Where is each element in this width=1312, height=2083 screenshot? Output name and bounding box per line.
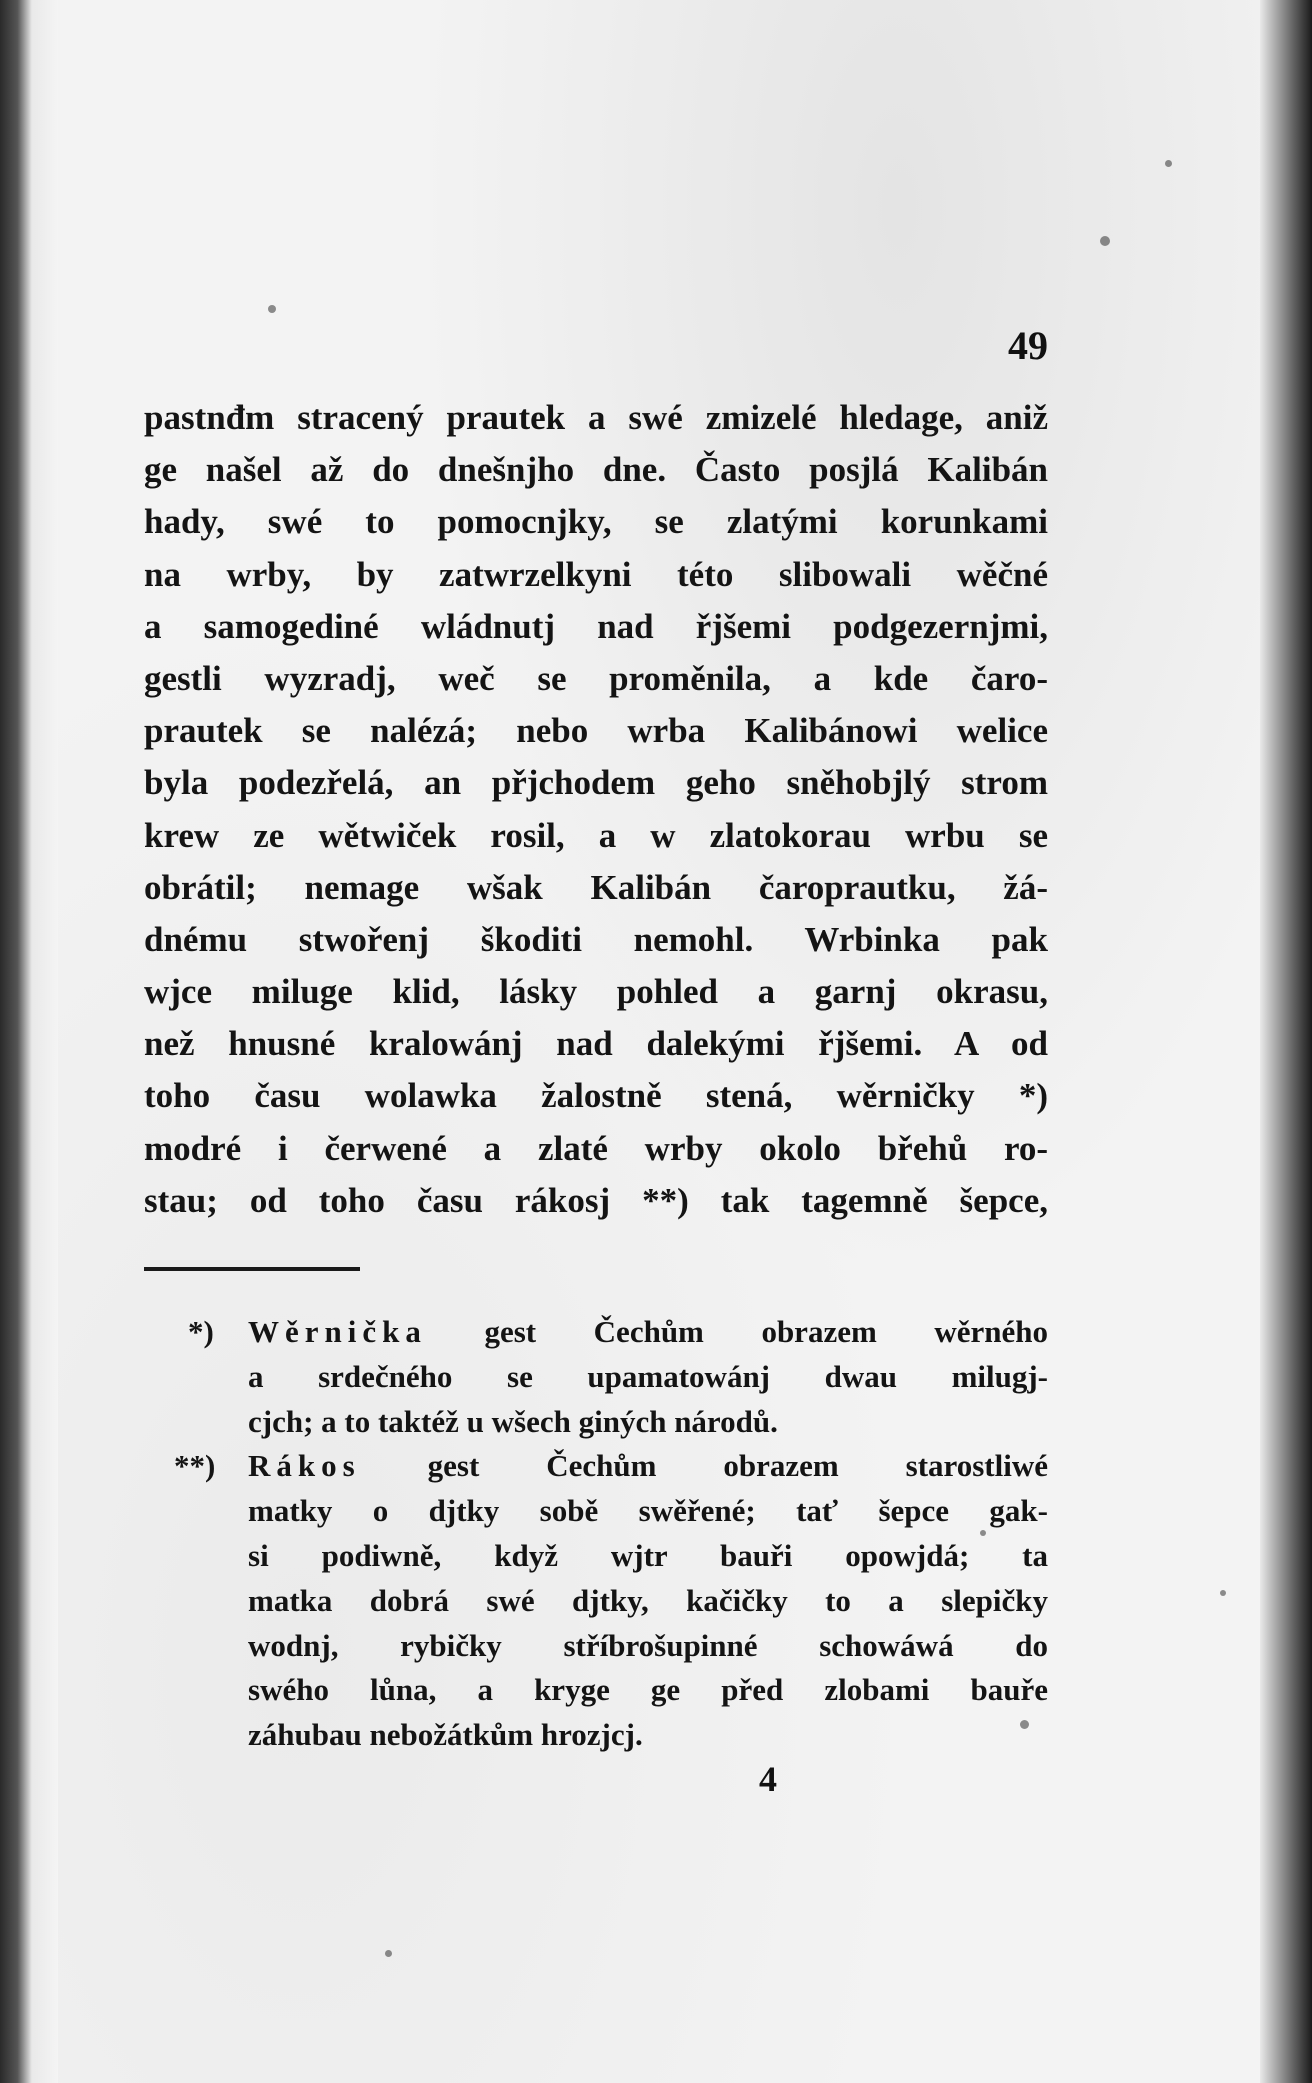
page-number: 49	[1008, 323, 1048, 368]
page-right-edge	[1260, 0, 1312, 2083]
footnote-term: Rákos	[248, 1448, 361, 1484]
body-line: toho času wolawka žalostně stená, wěrničky *)	[144, 1076, 1048, 1116]
body-text	[144, 392, 1048, 1227]
body-line: dnému stwořenj škoditi nemohl. Wrbinka pak	[144, 919, 1048, 959]
footnote-line: cjch; a to taktéž u wšech giných národů.	[248, 1403, 778, 1439]
footnote	[144, 1444, 1048, 1758]
footnote-marker: **)	[174, 1448, 216, 1484]
dust-speck	[1165, 160, 1172, 167]
body-line: modré i čerwené a zlaté wrby okolo břehů ro-	[144, 1128, 1048, 1168]
dust-speck	[1100, 236, 1110, 246]
footnote-line	[248, 1444, 1048, 1489]
body-line: ge našel až do dnešnjho dne. Často posjlá Kalibán	[144, 450, 1048, 490]
body-line: než hnusné kralowánj nad dalekými řjšemi. A od	[144, 1024, 1048, 1064]
footnote-text: gest Čechům obrazem starostliwé	[427, 1448, 1048, 1484]
footnote-line: wodnj, rybičky stříbrošupinné schowáwá do	[248, 1627, 1048, 1663]
body-line: wjce miluge klid, lásky pohled a garnj okrasu,	[144, 972, 1048, 1012]
footnote-line: záhubau nebožátkům hrozjcj.	[248, 1717, 643, 1753]
body-line: hady, swé to pomocnjky, se zlatými korunkami	[144, 502, 1048, 542]
footnote-divider	[144, 1267, 360, 1271]
body-line: gestli wyzradj, weč se proměnila, a kde čaro-	[144, 658, 1048, 698]
body-line: pastnđm stracený prautek a swé zmizelé hledage, aniž	[144, 398, 1048, 437]
footnote-line: swého lůna, a kryge ge před zlobami bauře	[248, 1672, 1048, 1708]
body-line: stau; od toho času rákosj **) tak tagemně šepce,	[144, 1180, 1048, 1220]
body-line: prautek se nalézá; nebo wrba Kalibánowi welice	[144, 711, 1048, 751]
footnote-line	[248, 1310, 1048, 1355]
footnote-line: si podiwně, když wjtr bauři opowjdá; ta	[248, 1537, 1048, 1573]
signature-mark: 4	[759, 1759, 777, 1799]
body-line: byla podezřelá, an přjchodem geho sněhobjlý strom	[144, 763, 1048, 803]
footnote-marker: *)	[188, 1314, 214, 1349]
footnote-line: a srdečného se upamatowánj dwau milugj-	[248, 1358, 1048, 1394]
body-line: obrátil; nemage wšak Kalibán čaroprautku, žá-	[144, 867, 1048, 907]
footnotes	[144, 1310, 1048, 1758]
body-line: krew ze wětwiček rosil, a w zlatokorau wrbu se	[144, 815, 1048, 855]
footnote-line: matka dobrá swé djtky, kačičky to a slepičky	[248, 1582, 1048, 1618]
footnote-text: gest Čechům obrazem wěrného	[484, 1314, 1048, 1349]
body-line: na wrby, by zatwrzelkyni této slibowali wěčné	[144, 554, 1048, 594]
body-line: a samogediné wládnutj nad řjšemi podgezernjmi,	[144, 606, 1048, 646]
dust-speck	[268, 305, 276, 313]
page-left-edge	[0, 0, 58, 2083]
dust-speck	[1220, 1590, 1226, 1596]
footnote	[144, 1310, 1048, 1444]
footnote-term: Wěrnička	[248, 1314, 427, 1349]
dust-speck	[385, 1950, 392, 1957]
footnote-line: matky o djtky sobě swěřené; tať šepce gak-	[248, 1493, 1048, 1529]
